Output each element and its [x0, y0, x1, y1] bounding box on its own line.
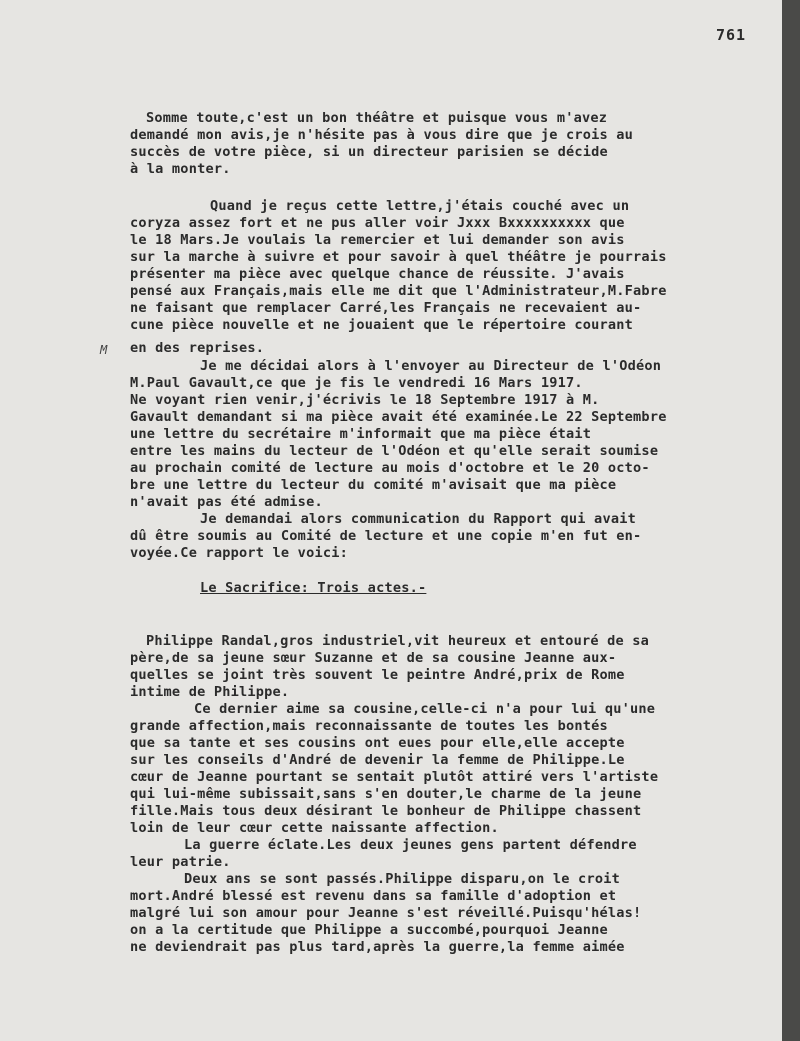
text-line: que sa tante et ses cousins ont eues pour elle,elle accepte	[130, 735, 625, 751]
text-line: mort.André blessé est revenu dans sa famille d'adoption et	[130, 888, 617, 904]
text-line: malgré lui son amour pour Jeanne s'est réveillé.Puisqu'hélas!	[130, 905, 642, 921]
text-line: leur patrie.	[130, 854, 231, 870]
text-line: grande affection,mais reconnaissante de toutes les bontés	[130, 718, 608, 734]
text-line: père,de sa jeune sœur Suzanne et de sa cousine Jeanne aux-	[130, 650, 617, 666]
text-line: Ce dernier aime sa cousine,celle-ci n'a pour lui qu'une	[194, 701, 656, 717]
text-line: au prochain comité de lecture au mois d'octobre et le 20 octo-	[130, 460, 650, 476]
text-line: intime de Philippe.	[130, 684, 290, 700]
text-line: présenter ma pièce avec quelque chance de réussite. J'avais	[130, 266, 625, 282]
text-line: sur les conseils d'André de devenir la femme de Philippe.Le	[130, 752, 625, 768]
text-line: coryza assez fort et ne pus aller voir Jxxx Bxxxxxxxxxx que	[130, 215, 625, 231]
text-line: quelles se joint très souvent le peintre André,prix de Rome	[130, 667, 625, 683]
text-line: le 18 Mars.Je voulais la remercier et lui demander son avis	[130, 232, 625, 248]
text-line: sur la marche à suivre et pour savoir à quel théâtre je pourrais	[130, 249, 667, 265]
text-line: Gavault demandant si ma pièce avait été examinée.Le 22 Septembre	[130, 409, 667, 425]
text-line: on a la certitude que Philippe a succombé,pourquoi Jeanne	[130, 922, 608, 938]
text-line: succès de votre pièce, si un directeur parisien se décide	[130, 144, 608, 160]
text-line: Ne voyant rien venir,j'écrivis le 18 Septembre 1917 à M.	[130, 392, 600, 408]
text-line: qui lui-même subissait,sans s'en douter,le charme de la jeune	[130, 786, 642, 802]
text-line: entre les mains du lecteur de l'Odéon et qu'elle serait soumise	[130, 443, 659, 459]
text-line: Quand je reçus cette lettre,j'étais couché avec un	[210, 198, 630, 214]
text-line: ne faisant que remplacer Carré,les Français ne recevaient au-	[130, 300, 642, 316]
text-line: La guerre éclate.Les deux jeunes gens partent défendre	[184, 837, 637, 853]
text-line: en des reprises.	[130, 340, 265, 356]
text-line: M.Paul Gavault,ce que je fis le vendredi 16 Mars 1917.	[130, 375, 583, 391]
text-line: dû être soumis au Comité de lecture et une copie m'en fut en-	[130, 528, 642, 544]
page-number: 761	[716, 26, 747, 44]
text-line: pensé aux Français,mais elle me dit que l'Administrateur,M.Fabre	[130, 283, 667, 299]
text-line: ne deviendrait pas plus tard,après la guerre,la femme aimée	[130, 939, 625, 955]
text-line: Je demandai alors communication du Rapport qui avait	[200, 511, 636, 527]
margin-note: M	[100, 343, 108, 357]
text-line: demandé mon avis,je n'hésite pas à vous dire que je crois au	[130, 127, 634, 143]
text-line: fille.Mais tous deux désirant le bonheur de Philippe chassent	[130, 803, 642, 819]
text-line: à la monter.	[130, 161, 231, 177]
text-line: cune pièce nouvelle et ne jouaient que le répertoire courant	[130, 317, 634, 333]
text-line: voyée.Ce rapport le voici:	[130, 545, 348, 561]
scan-edge	[782, 0, 800, 1041]
text-line: Deux ans se sont passés.Philippe disparu,on le croit	[184, 871, 620, 887]
text-line: n'avait pas été admise.	[130, 494, 323, 510]
text-line: Je me décidai alors à l'envoyer au Directeur de l'Odéon	[200, 358, 662, 374]
section-title: Le Sacrifice: Trois actes.-	[200, 580, 427, 596]
text-line: cœur de Jeanne pourtant se sentait plutôt attiré vers l'artiste	[130, 769, 659, 785]
text-line: Philippe Randal,gros industriel,vit heureux et entouré de sa	[146, 633, 650, 649]
text-line: loin de leur cœur cette naissante affection.	[130, 820, 499, 836]
text-line: Somme toute,c'est un bon théâtre et puisque vous m'avez	[146, 110, 608, 126]
text-line: une lettre du secrétaire m'informait que ma pièce était	[130, 426, 592, 442]
text-line: bre une lettre du lecteur du comité m'avisait que ma pièce	[130, 477, 617, 493]
